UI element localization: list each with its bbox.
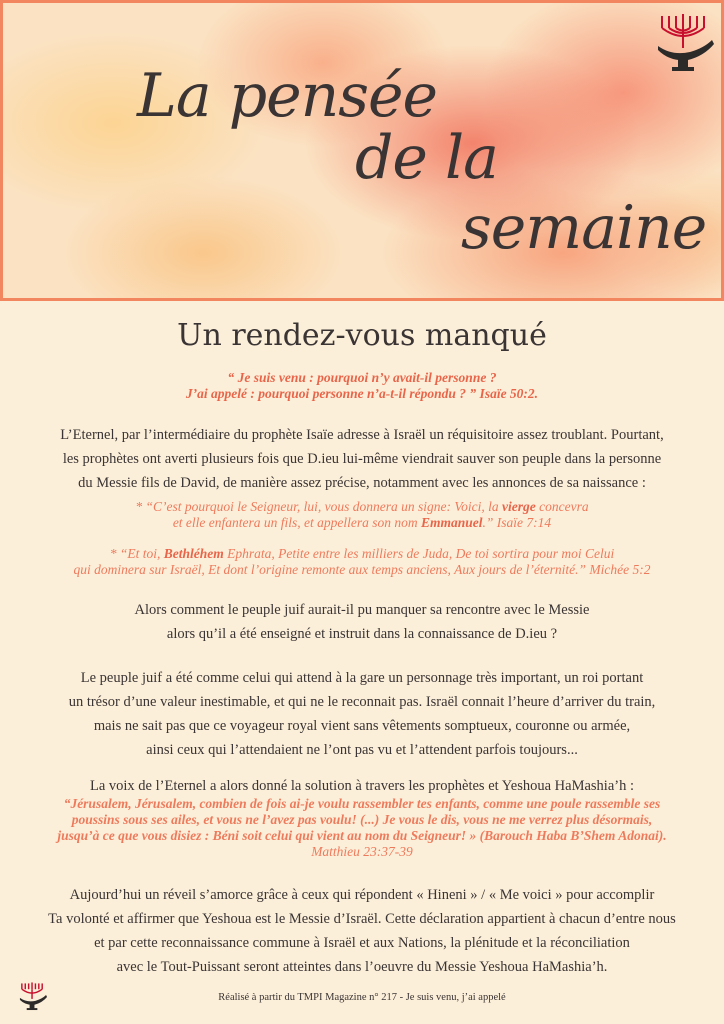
banner-title-line-2: de la bbox=[355, 123, 498, 193]
question-paragraph bbox=[0, 598, 724, 646]
matthew-quote-line-1: “Jérusalem, Jérusalem, combien de fois ai-je voulu rassembler tes enfants, comme une poule rassemble ses bbox=[63, 796, 661, 811]
article-title: Un rendez-vous manqué bbox=[177, 318, 547, 353]
question-line-2: alors qu’il a été enseigné et instruit dans la connaissance de D.ieu ? bbox=[166, 626, 558, 642]
closing-line-3: et par cette reconnaissance commune à Israël et aux Nations, la plénitude et la réconciliation bbox=[94, 935, 630, 951]
epigraph-line-2: J’ai appelé : pourquoi personne n’a-t-il répondu ? ” Isaïe 50:2. bbox=[185, 386, 539, 401]
prophecy-isaiah bbox=[0, 499, 724, 531]
closing-line-4: avec le Tout-Puissant seront atteintes dans l’oeuvre du Messie Yeshoua HaMashia’h. bbox=[116, 959, 608, 975]
banner-title-line-3: semaine bbox=[461, 193, 707, 263]
parable-paragraph bbox=[0, 666, 724, 762]
epigraph-line-1: “ Je suis venu : pourquoi n’y avait-il personne ? bbox=[227, 370, 497, 385]
closing-line-1: Aujourd’hui un réveil s’amorce grâce à ceux qui répondent « Hineni » / « Me voici » pour accomplir bbox=[69, 887, 655, 903]
parable-line-3: mais ne sait pas que ce voyageur royal vient sans vêtements somptueux, couronne ou armée, bbox=[93, 718, 631, 734]
closing-line-2: Ta volonté et affirmer que Yeshoua est le Messie d’Israël. Cette déclaration appartient à chacun d’entre nous bbox=[48, 911, 676, 927]
footer-credit: Réalisé à partir du TMPI Magazine n° 217 - Je suis venu, j’ai appelé bbox=[218, 992, 506, 1003]
solution-line-1: La voix de l’Eternel a alors donné la solution à travers les prophètes et Yeshoua HaMashia’h : bbox=[89, 778, 634, 794]
menorah-shofar-logo-icon bbox=[654, 10, 716, 74]
prophecy-micah-line-1: * “Et toi, Bethléhem Ephrata, Petite entre les milliers de Juda, De toi sortira pour moi Celui bbox=[109, 546, 615, 561]
prophecy-micah-line-2: qui dominera sur Israël, Et dont l’origine remonte aux temps anciens, Aux jours de l’éternité.” Michée 5:2 bbox=[73, 562, 651, 577]
intro-paragraph bbox=[0, 423, 724, 495]
intro-line-3: du Messie fils de David, de manière assez précise, notamment avec les annonces de sa naissance : bbox=[78, 475, 646, 491]
question-line-1: Alors comment le peuple juif aurait-il pu manquer sa rencontre avec le Messie bbox=[134, 602, 590, 618]
banner-title-line-1: La pensée bbox=[137, 61, 438, 131]
prophecy-isaiah-line-2: et elle enfantera un fils, et appellera son nom Emmanuel.” Isaïe 7:14 bbox=[172, 515, 552, 530]
parable-line-4: ainsi ceux qui l’attendaient ne l’ont pas vu et l’attendent parfois toujours... bbox=[146, 742, 578, 758]
parable-line-2: un trésor d’une valeur inestimable, et qui ne le reconnait pas. Israël connait l’heure d’arriver du train, bbox=[68, 694, 656, 710]
solution-paragraph bbox=[0, 776, 724, 860]
matthew-quote-line-2: poussins sous ses ailes, et vous ne l’avez pas voulu! (...) Je vous le dis, vous ne me verrez plus désormais, bbox=[71, 812, 653, 827]
matthew-quote-line-3: jusqu’à ce que vous disiez : Béni soit celui qui vient au nom du Seigneur! » (Barouch Haba B’Shem Adonai). bbox=[57, 828, 667, 843]
intro-line-1: L’Eternel, par l’intermédiaire du prophète Isaïe adresse à Israël un réquisitoire assez troublant. Pourtant, bbox=[60, 427, 664, 443]
prophecy-micah bbox=[0, 546, 724, 578]
prophecy-isaiah-line-1: * “C’est pourquoi le Seigneur, lui, vous donnera un signe: Voici, la vierge concevra bbox=[135, 499, 589, 514]
closing-paragraph bbox=[0, 883, 724, 979]
intro-line-2: les prophètes ont averti plusieurs fois que D.ieu lui-même viendrait sauver son peuple dans la personne bbox=[62, 451, 662, 467]
header-banner bbox=[0, 0, 724, 301]
parable-line-1: Le peuple juif a été comme celui qui attend à la gare un personnage très important, un roi portant bbox=[80, 670, 644, 686]
matthew-reference: Matthieu 23:37-39 bbox=[311, 844, 413, 859]
epigraph-quote bbox=[0, 370, 724, 402]
